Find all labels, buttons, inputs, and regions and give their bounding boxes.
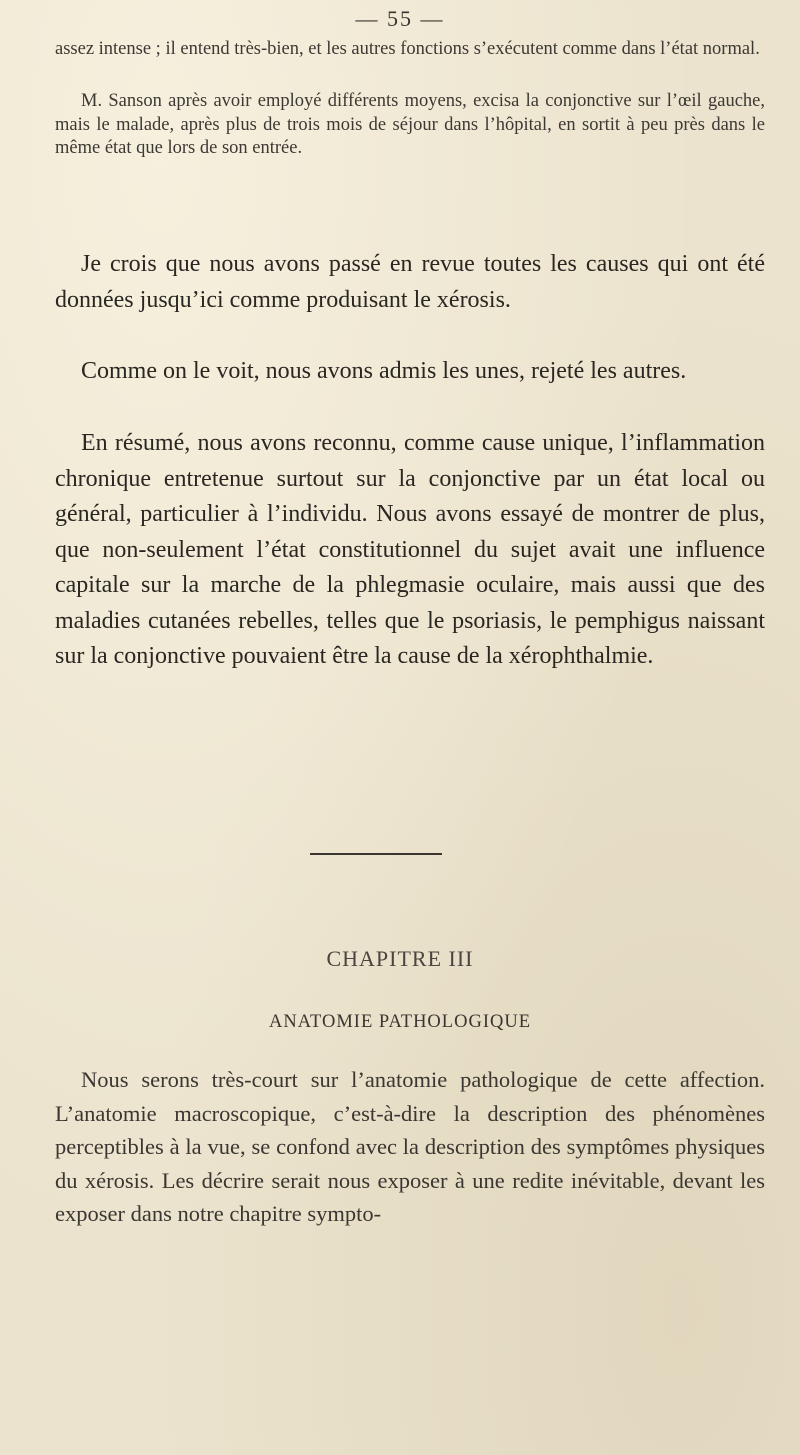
- paragraph-causes-review: Je crois que nous avons passé en revue toutes les causes qui ont été données jusqu’ici comme produisant le xérosis.: [55, 251, 765, 313]
- page-number: — 55 —: [355, 6, 445, 31]
- chapter-subtitle: ANATOMIE PATHOLOGIQUE: [268, 1012, 531, 1032]
- paragraph-case-continuation: assez intense ; il entend très-bien, et les autres fonctions s’exécutent comme dans l’état normal.: [55, 39, 760, 59]
- paragraph-sanson-treatment: M. Sanson après avoir employé différents moyens, excisa la conjonctive sur l’œil gauche, mais le malade, après plus de trois mois de séjour dans l’hôpital, en sortit à peu près dans le même état que lors de son entrée.: [55, 91, 765, 158]
- paragraph-summary: En résumé, nous avons reconnu, comme cause unique, l’inflammation chronique entretenue surtout sur la conjonctive par un état local ou général, particulier à l’individu. Nous avons essayé de montrer de plus, que non-seulement l’état constitutionnel du sujet avait une influence capitale sur la marche de la phlegmasie oculaire, mais aussi que des maladies cutanées rebelles, telles que le psoriasis, le pemphigus naissant sur la conjonctive pouvaient être la cause de la xérophthalmie.: [55, 430, 765, 669]
- section-divider: [310, 853, 442, 855]
- chapter-title: CHAPITRE III: [326, 946, 474, 971]
- paragraph-admitted-rejected: Comme on le voit, nous avons admis les unes, rejeté les autres.: [81, 358, 687, 384]
- paragraph-anatomy-intro: Nous serons très-court sur l’anatomie pathologique de cette affection. L’anatomie macroscopique, c’est-à-dire la description des phénomènes perceptibles à la vue, se confond avec la description des symptômes physiques du xérosis. Les décrire serait nous exposer à une redite inévitable, devant les exposer dans notre chapitre sympto-: [55, 1067, 765, 1226]
